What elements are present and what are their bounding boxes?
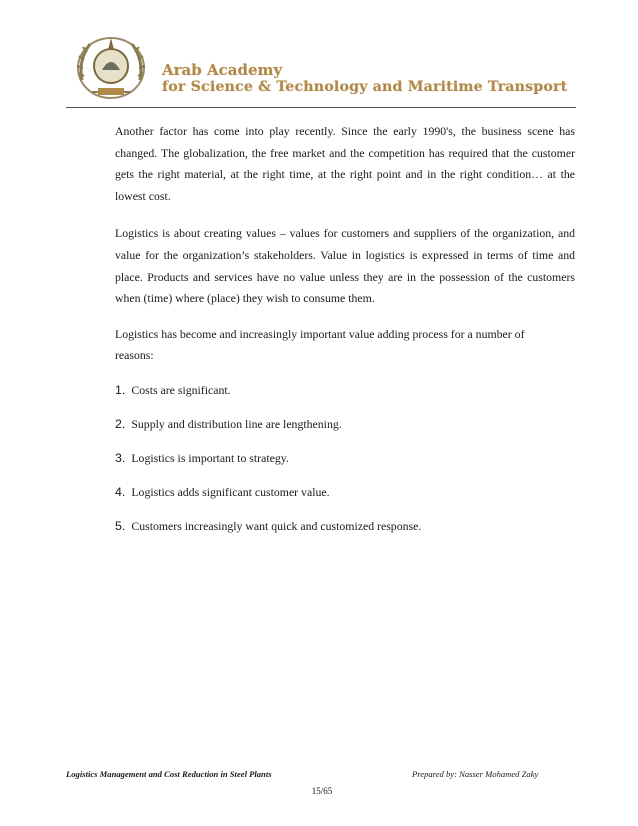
list-text: Costs are significant.	[131, 382, 231, 397]
paragraph-factor: Another factor has come into play recently. Since the early 1990's, the business scene has changed. The globalization, the free market and the competition has required that the customer gets the right material, at the right time, at the right point and in the right condition… at the lowest cost.	[115, 124, 575, 203]
paragraph-values: Logistics is about creating values – values for customers and suppliers of the organization, and value for the organization’s stakeholders. Value in logistics is expressed in terms of time and place. Products and services have no value unless they are in the possession of the customers when (time) where (place) they wish to consume them.	[115, 226, 575, 306]
paragraph-reasons-intro	[115, 324, 575, 367]
author-credit: Prepared by: Nasser Mohamed Zaky	[412, 769, 539, 779]
academy-emblem-icon	[72, 30, 150, 102]
list-item	[115, 517, 575, 535]
list-text: Logistics adds significant customer value.	[131, 484, 330, 499]
list-number: 3.	[115, 450, 126, 465]
page-number: 15/65	[311, 786, 333, 796]
header-divider	[66, 107, 576, 108]
list-number: 5.	[115, 518, 126, 533]
org-name-line1: Arab Academy	[162, 61, 283, 79]
list-item	[115, 415, 575, 433]
list-text: Supply and distribution line are lengthening.	[131, 416, 342, 431]
list-text: Customers increasingly want quick and customized response.	[131, 518, 422, 533]
organization-name	[162, 62, 567, 96]
list-item	[115, 483, 575, 501]
reasons-intro-line1: Logistics has become and increasingly important value adding process for a number of	[115, 326, 525, 341]
list-number: 2.	[115, 416, 126, 431]
reasons-list	[115, 381, 575, 535]
reasons-intro-line2: reasons:	[115, 348, 154, 363]
org-name-line2: for Science & Technology and Maritime Transport	[162, 79, 568, 95]
list-text: Logistics is important to strategy.	[131, 450, 289, 465]
page-header	[66, 26, 576, 108]
list-number: 1.	[115, 382, 126, 397]
list-item	[115, 449, 575, 467]
document-body	[115, 121, 575, 551]
list-number: 4.	[115, 484, 126, 499]
document-title: Logistics Management and Cost Reduction in Steel Plants	[66, 769, 272, 779]
list-item	[115, 381, 575, 399]
